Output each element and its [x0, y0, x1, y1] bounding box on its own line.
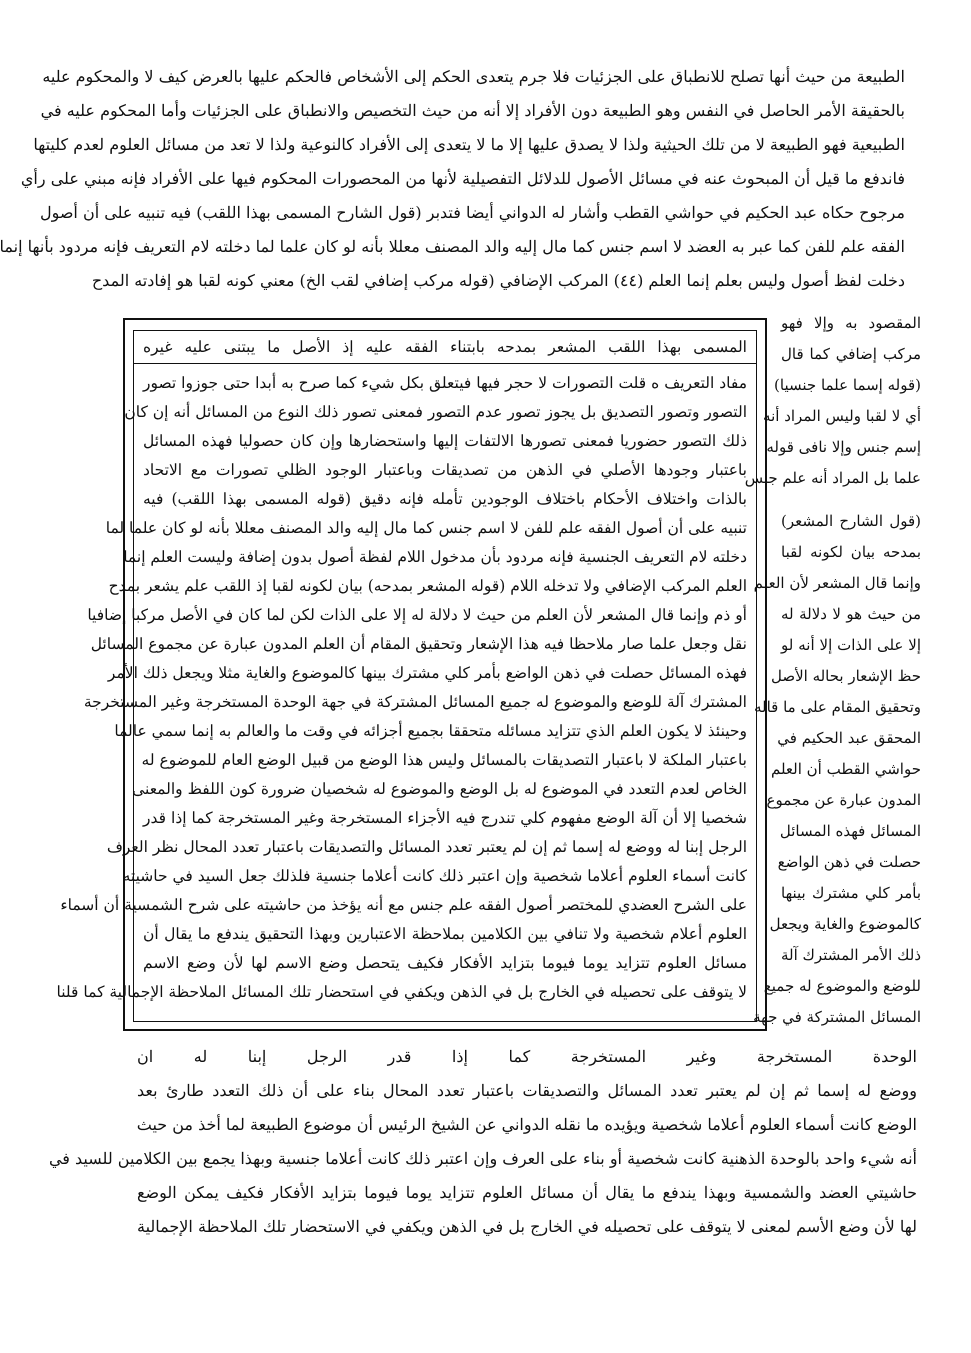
margin-line: مركب إضافي كما قال: [781, 345, 921, 363]
text-line: دخلته لام التعريف الجنسية فإنه مردود بأن مدخول اللام لفظة أصول بدون إضافة وليست العلم إنما: [123, 548, 747, 566]
margin-line: علما بل المراد أنه علم جنس: [744, 469, 921, 487]
text-line: شخصيا إلا أن آلة الوضع مفهوم كلي تندرج فيه الأجزاء المستخرجة وغير المستخرجة كما إذا قدر: [143, 809, 747, 827]
text-line: التصور وتصور التصديق بل يجوز تصور عدم التصور فمعنى تصور ذلك النوع من المسائل أنه إن كان: [124, 403, 747, 421]
text-line: بالحقيقة الأمر الحاصل في النفس وهو الطبيعة دون الأفراد إلا أنه من حيث التخصيص والانطباق على الجزئيات وأما المحكوم عليه في: [40, 101, 905, 120]
margin-line: (قوله إسما علما جنسيا): [774, 376, 921, 394]
text-line: وحينئذ لا يكون العلم الذي تتزايد مسائله متحققا بجميع أجزائه في وقت ما والعالم به إنما سمي عالما: [114, 722, 747, 740]
margin-line: المسائل المشتركة في جهة: [753, 1008, 921, 1026]
box-header-divider: [133, 363, 757, 364]
text-line: دخلت لفظ أصول وليس بعلم إنما العلم (٤٤) المركب الإضافي (قوله مركب إضافي لقب الخ) معني كونه لقبا هو إفادته المدح: [91, 271, 905, 290]
margin-line: حواشي القطب أن العلم: [770, 760, 921, 778]
text-line: مرجوح حكاه عبد الحكيم في حواشي القطب وأشار له الدواني أيضا فتدبر (قول الشارح المسمى بهذا اللقب) فيه تنبيه على أن أصول: [39, 203, 905, 222]
margin-line: حصلت في ذهن الواضع: [777, 853, 921, 871]
margin-line: للوضع والموضوع له جميع: [763, 977, 921, 995]
margin-line: من حيث هو لا دلالة له: [781, 605, 921, 623]
margin-line: (قول الشارح المشعر): [781, 512, 921, 530]
text-line: المشترك آلة للوضع والموضوع له جميع المسائل المشتركة في جهة الوحدة المستخرجة وغير المستخرجة: [83, 693, 747, 711]
margin-line: وتحقيق المقام على ما قاله: [753, 698, 921, 716]
margin-line: ذلك الأمر المشترك آلة: [781, 946, 921, 964]
margin-line: بأمر كلي مشترك بينها: [781, 884, 921, 902]
box-header-line: المسمى بهذا اللقب المشعر بمدحه بابتناء الفقه عليه إذ الأصل ما يبتنى عليه غيره: [143, 338, 747, 356]
text-line: نقل وجعل علما صار ملاحظا فيه هذا الإشعار وتحقيق المقام أن العلم المدون عبارة عن مجموع المسائل: [90, 635, 747, 653]
text-line: لها لأن وضع الأسم لمعنى لا يتوقف على تحصيله في الخارج بل في الذهن ويكفي في الاستحضار تلك الملاحظة الإجمالية: [137, 1217, 917, 1236]
margin-line: إلا على الذات إلا أنه لو: [781, 636, 921, 654]
text-line: على الشرح العضدي للمختصر أصول الفقه علم جنس مع أنه يؤخذ من حاشيته على شرح الشمسية أن أسماء: [60, 896, 747, 914]
text-line: أو ذم وإنما قال المشعر لأن العلم من حيث لا دلالة له إلا على الذات لكن لما كان في الأصل مركبا إضافيا: [87, 606, 747, 624]
text-line: الرجل إبنا له ووضع له إسما ثم إن لم يعتبر تعدد المسائل والتصديقات باعتبار تعدد المحال نظر العرف: [106, 838, 747, 856]
margin-line: المقصود به وإلا فهو: [781, 314, 921, 332]
text-line: حاشيتي العضد والشمسية وبهذا يندفع ما يقال أن مسائل العلوم تتزايد يوما فيوما بتزايد الأفكار فكيف يمكن الوضع: [137, 1183, 918, 1202]
margin-line: المدون عبارة عن مجموع: [766, 791, 921, 809]
margin-line: وإنما قال المشعر لأن العلم: [753, 574, 921, 592]
text-line: ذلك التصور حضوريا فمعنى تصورها الالتفات إليها واستحضارها وإن كان حصوليا فهذه المسائل: [143, 432, 747, 450]
margin-line: بمدحه بيان لكونه لقبا: [781, 543, 921, 561]
text-line: الطبيعة من حيث أنها تصلح للانطباق على الجزئيات فلا جرم يتعدى الحكم إلى الأشخاص فالحكم عليها بالعرض كيف لا والمحكوم عليه: [42, 67, 905, 86]
text-line: تنبيه على أن أصول الفقه علم للفن لا اسم جنس كما مال إليه والد المصنف معللا بأنه لو كان علما لما: [105, 519, 747, 537]
text-line: الفقه علم للفن كما عبر به العضد لا اسم جنس كما مال إليه والد المصنف معللا بأنه لو كان علما لما دخلته لام التعريف فإنه مردود بأنها إنما: [0, 237, 905, 256]
text-line: مفاد التعريف ه قلت التصورات لا حجر فيها فيتعلق بكل شيء كما صرح به أبدا حتى جوزوا تصور: [143, 374, 747, 392]
text-line: أنه شيء واحد بالوحدة الذهنية كانت شخصية أو بناء على العرف وإن اعتبر ذلك كانت أعلاما جنسية وبهذا يجمع بين الكلامين للسيد في: [48, 1149, 917, 1168]
text-line: الوضع كانت أسماء العلوم أعلاما شخصية ويؤيده ما نقله الدواني عن الشيخ الرئيس أن موضوع الطبيعة لما أخذ من حيث: [136, 1115, 917, 1134]
text-line: لا يتوقف على تحصيله في الخارج بل في الذهن ويكفي في استحضار تلك المسائل الملاحظة الإجمالية كما قلنا: [56, 983, 747, 1001]
text-line: باعتبار الملكة لا باعتبار التصديقات بالمسائل وليس هذا الوضع من قبيل الوضع العام للموضوع له: [141, 751, 747, 769]
margin-line: المحقق عبد الحكيم في: [777, 729, 921, 747]
text-line: كانت أسماء العلوم أعلاما شخصية وإن اعتبر ذلك كانت أعلاما جنسية فلذلك جعل السيد في حاشيته: [122, 867, 747, 885]
text-line: الوحدة المستخرجة وغير المستخرجة كما إذا قدر الرجل إبنا له ان: [137, 1047, 917, 1066]
text-line: باعتبار وجودها الأصلي في الذهن من تصديقات وباعتبار الوجود الظلي تصورات مع الاتحاد: [143, 461, 747, 479]
text-line: العلم المركب الإضافي ولا تدخله اللام (قوله المشعر بمدحه) بيان لكونه لقبا إذ اللقب علم يشعر بمدح: [108, 577, 747, 595]
text-line: الخاص لعدم التعدد في الموضوع له بل الوضع والموضوع له شخصيان ضرورة كون اللفظ والمعنى: [132, 780, 747, 798]
text-line: العلوم أعلام شخصية ولا تنافي بين الكلامين بملاحظة الاعتبارين وبهذا التحقيق يندفع ما يقال أن: [143, 925, 747, 943]
text-line: الطبيعية فهو الطبيعة لا من تلك الحيثية ولذا لا يصدق عليها إلا ما لا يتعدى إلى الأفراد كالنوعية ولذا لا تعد من مسائل العلوم لعدم كليتها: [33, 135, 905, 154]
text-line: فهذه المسائل حصلت في ذهن الواضع بأمر كلي مشترك بينها كالموضوع والغاية مثلا ويجعل ذلك الأمر: [107, 664, 747, 682]
text-line: بالذات واختلاف الأحكام باختلاف الوجودين تأمله فإنه دقيق (قوله المسمى بهذا اللقب) فيه: [143, 490, 747, 508]
text-line: مسائل العلوم تتزايد يوما فيوما بتزايد الأفكار فكيف يتحصل وضع الاسم لها لأن وضع الاسم: [143, 954, 747, 972]
text-line: فاندفع ما قيل أن المبحوث عنه في مسائل الأصول للدلائل التفصيلية لأنها من المحصورات المحكوم فيها على الأفراد فإنه مبني على رأي: [20, 169, 905, 188]
margin-line: كالموضوع والغاية ويجعل: [769, 915, 921, 933]
margin-line: إسم جنس وإلا نافى قوله: [766, 438, 921, 456]
text-line: ووضع له إسما ثم إن لم يعتبر تعدد المسائل والتصديقات باعتبار تعدد المحال بناء على أن ذلك التعدد طارئ بعد: [137, 1081, 918, 1100]
margin-line: حظ الإشعار بحاله الأصل: [770, 667, 921, 685]
margin-line: المسائل فهذه المسائل: [779, 822, 921, 840]
margin-line: أي لا لقبا وليس المراد أنه: [763, 407, 921, 425]
